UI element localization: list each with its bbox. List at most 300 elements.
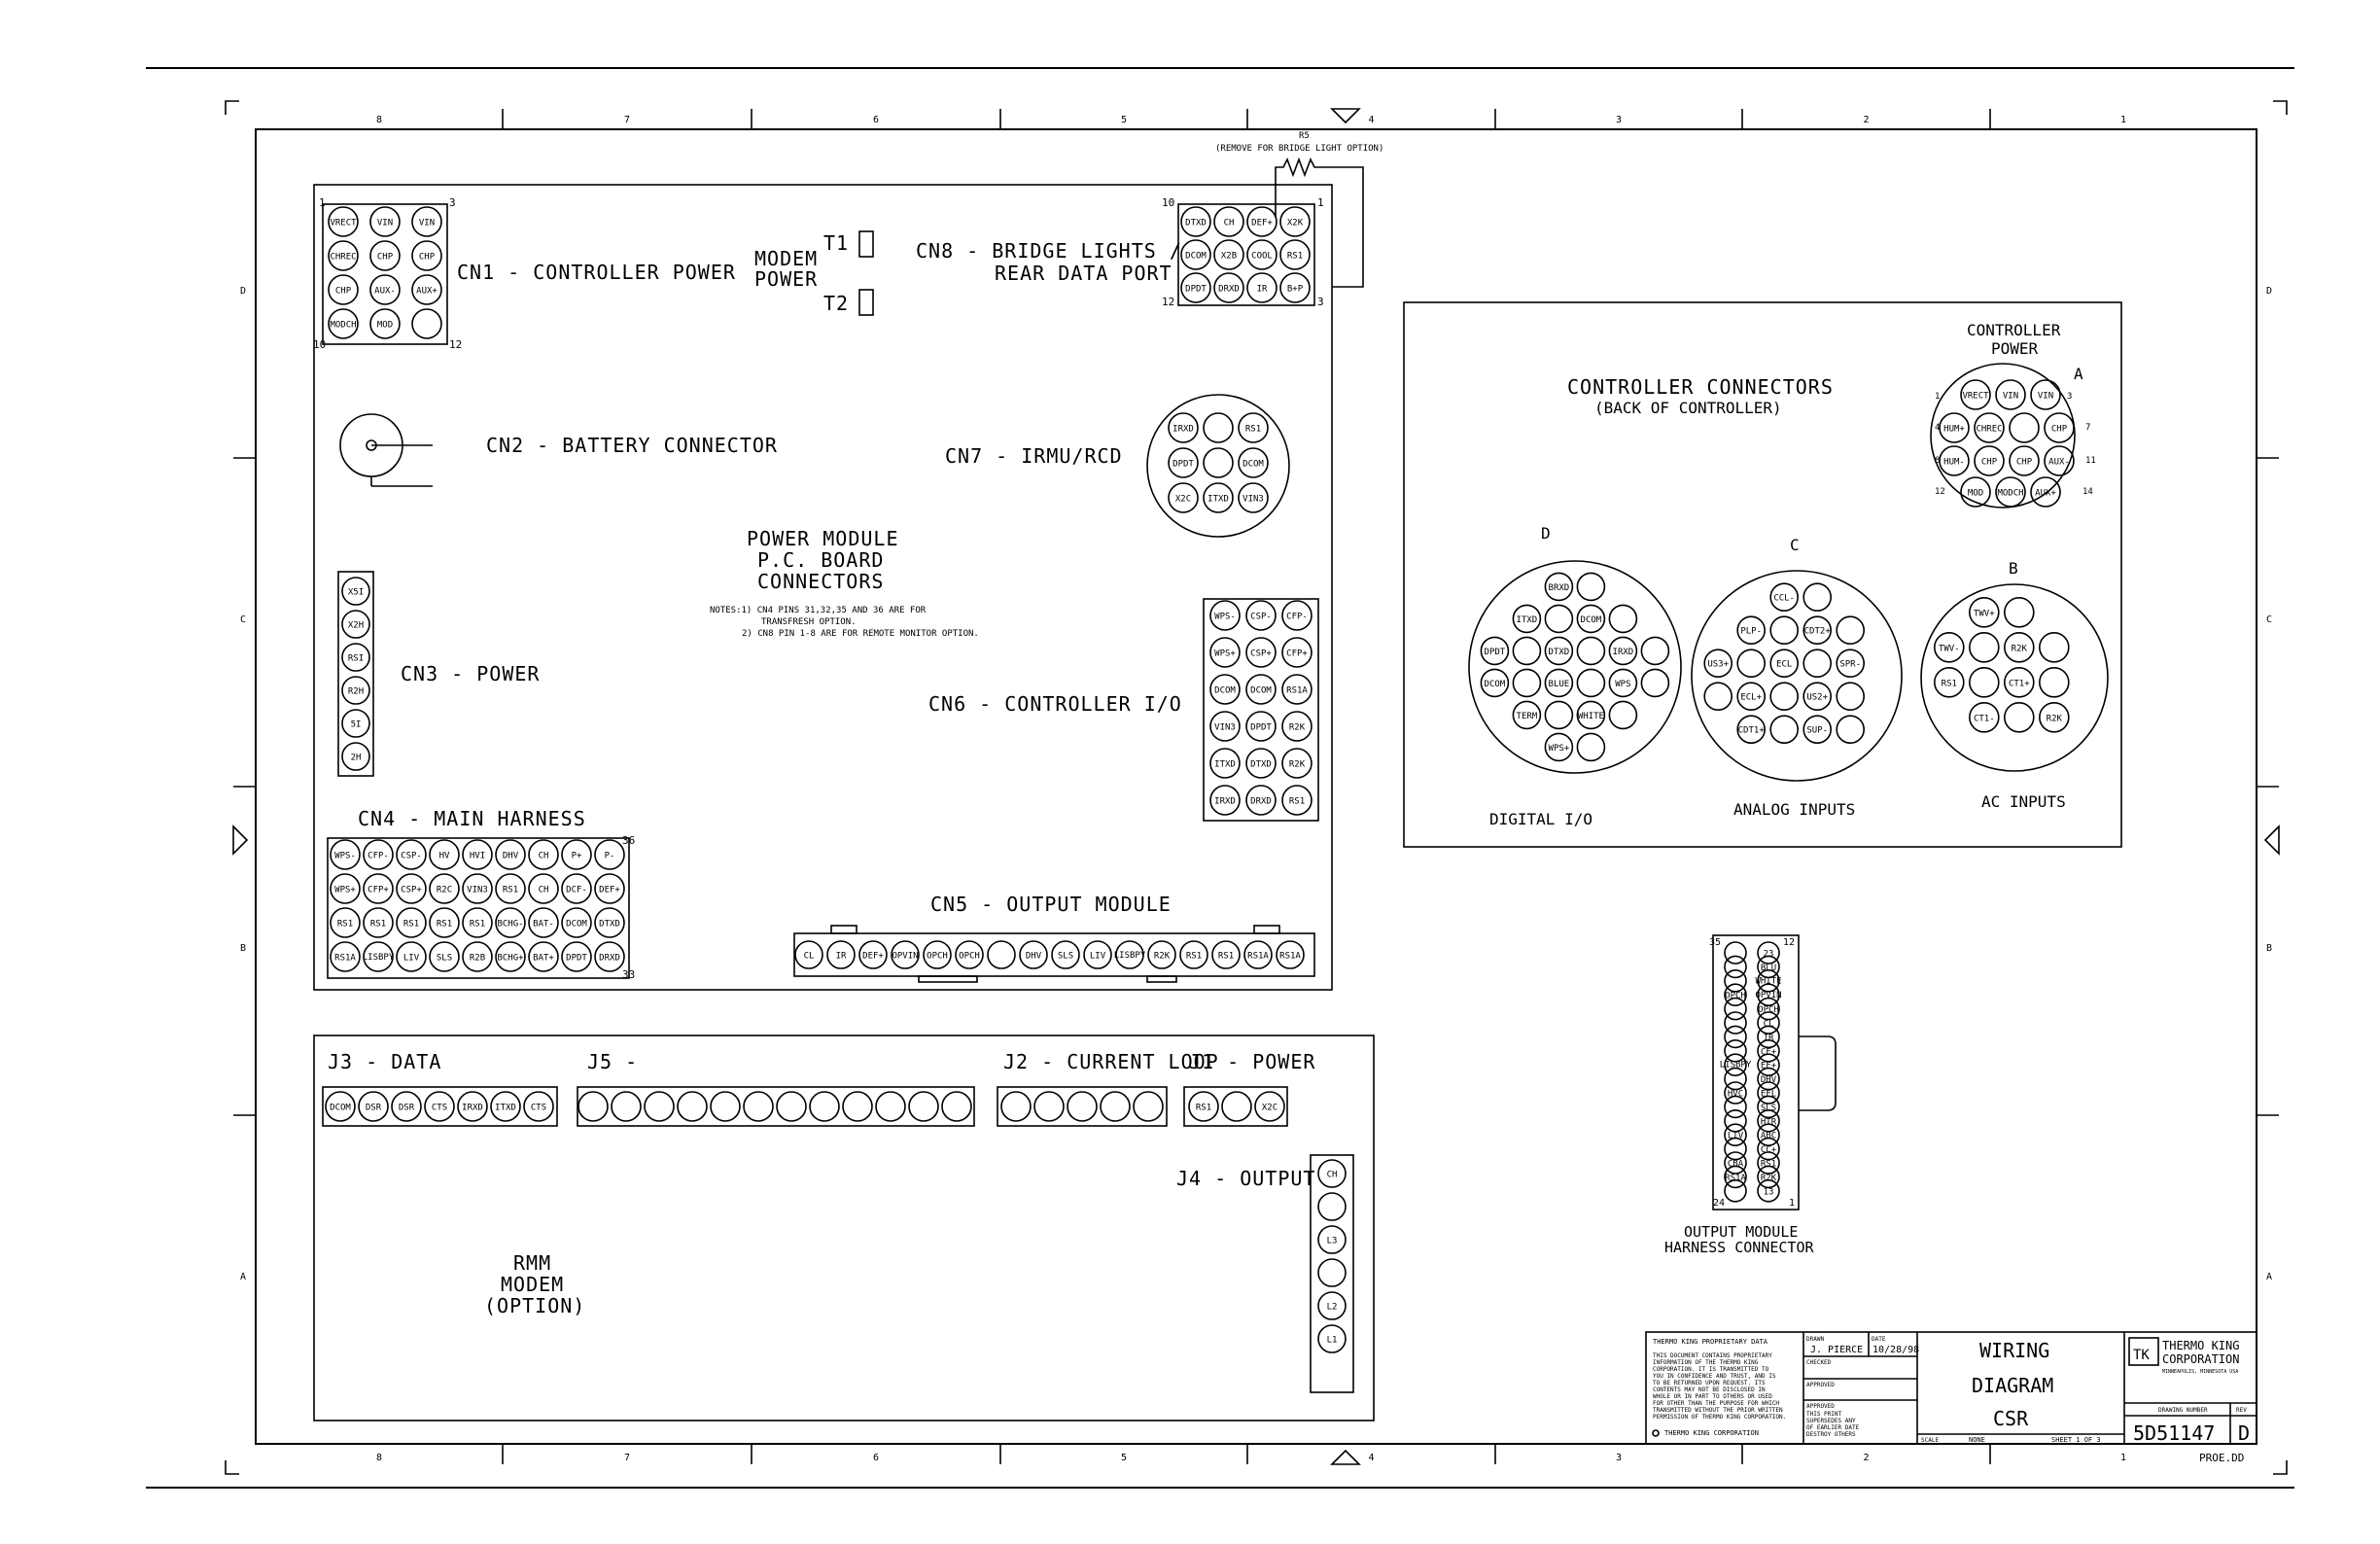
cn6-pin-0-1-label: CSP- — [1250, 612, 1272, 622]
cn7-pin-0-1-circle — [1204, 413, 1233, 442]
j3-label: J3 - DATA — [328, 1050, 442, 1073]
cn4-pin-0-2 — [397, 840, 426, 869]
a-num-3: 7 — [2085, 423, 2091, 433]
a-pin-1-2 — [2010, 413, 2039, 442]
a-pin-1-0 — [1940, 413, 1969, 442]
cn1-pin-0-2-label: VIN — [418, 218, 436, 228]
cn2-label: CN2 - BATTERY CONNECTOR — [486, 434, 778, 457]
cn8-corner-12: 12 — [1162, 296, 1175, 308]
pm-title-line2: P.C. BOARD — [757, 548, 885, 572]
j2-pin-1 — [1034, 1092, 1064, 1121]
cn4-pin-3-7-label: DPDT — [566, 953, 587, 964]
cn8-label-line1: CN8 - BRIDGE LIGHTS / — [916, 239, 1182, 263]
cn5-pin-12-label: RS1 — [1185, 951, 1203, 962]
cn7-pin-1-2 — [1239, 448, 1268, 477]
b-pin-8-label: CT1+ — [2008, 679, 2030, 689]
om-pin-0-1-label: 23 — [1763, 949, 1774, 960]
cn6-pin-2-2-label: RS1A — [1286, 685, 1308, 696]
j4-pin-0-label: CH — [1326, 1170, 1338, 1180]
cn4-pin-2-1 — [364, 908, 393, 937]
om-pin-2-1-label: WHITE — [1755, 976, 1782, 987]
j4-pin-5-label: L1 — [1326, 1335, 1338, 1346]
cn4-pin-3-1-label: LISBPY — [362, 953, 395, 964]
pm-title-line1: POWER MODULE — [747, 527, 899, 550]
d-pin-17 — [1641, 669, 1668, 696]
cn6-pin-2-1 — [1246, 675, 1276, 704]
cn4-pin-0-5 — [496, 840, 525, 869]
j3-pin-5 — [491, 1092, 520, 1121]
b-pin-3 — [1970, 633, 1999, 662]
cn8-pin-1-3-label: RS1 — [1286, 251, 1304, 262]
cn1-pin-3-1-label: MOD — [376, 320, 394, 331]
j5-connector — [578, 1050, 974, 1126]
om-caption-line2: HARNESS CONNECTOR — [1664, 1239, 1814, 1256]
a-pin-0-0-label: VRECT — [1962, 391, 1989, 402]
cn6-pin-5-1-label: DRXD — [1250, 796, 1272, 807]
zone-right-3: A — [2265, 1272, 2273, 1282]
cn4-pin-1-0-label: WPS+ — [334, 885, 356, 895]
cn5-pin-2 — [859, 941, 887, 968]
j2-label: J2 - CURRENT LOOP — [1003, 1050, 1219, 1073]
cn4-pin-3-0-label: RS1A — [334, 953, 356, 964]
cn5-pin-0 — [795, 941, 822, 968]
a-pin-0-1-label: VIN — [2002, 391, 2019, 402]
cn3-pin-3-label: R2H — [347, 686, 365, 697]
om-pin-3-0-label: OPCH — [1725, 991, 1746, 1001]
cn1-pin-1-2-label: CHP — [418, 252, 436, 263]
cn8-pin-0-0-label: DTXD — [1185, 218, 1207, 228]
c-pin-13 — [1770, 683, 1798, 710]
om-pin-16-1-label: R2K — [1760, 1173, 1777, 1183]
cn5-pin-4-label: OPCH — [927, 951, 948, 962]
om-pin-1-1-label: BLU — [1760, 963, 1777, 973]
cn4-corner-33: 33 — [622, 968, 636, 981]
c-pin-8-label: ECL — [1776, 659, 1793, 670]
j1-pin-0 — [1189, 1092, 1218, 1121]
cn4-pin-0-1-label: CFP- — [368, 851, 389, 861]
cn3-pin-3 — [342, 677, 369, 704]
zone-right-1: C — [2265, 614, 2273, 625]
cn1-pin-2-0-label: CHP — [334, 286, 352, 297]
j4-pin-4-label: L2 — [1326, 1302, 1338, 1313]
j3-pin-1 — [359, 1092, 388, 1121]
b-pin-0 — [1970, 598, 1999, 627]
a-pin-2-3 — [2045, 446, 2074, 475]
om-pin-8-1-label: EF+ — [1760, 1061, 1777, 1071]
tb-legal-5: CONTENTS MAY NOT BE DISCLOSED IN — [1653, 1386, 1766, 1393]
d-pin-2-label: ITXD — [1516, 614, 1538, 625]
d-pin-4-label: DCOM — [1580, 614, 1602, 625]
d-pin-20 — [1577, 701, 1604, 728]
cn8-corner-1: 1 — [1317, 196, 1324, 209]
cn1-corner-10: 10 — [313, 338, 327, 351]
a-title-line1: CONTROLLER — [1967, 321, 2061, 339]
cn5-pin-8-label: SLS — [1057, 951, 1074, 962]
tb-date: 10/28/98 — [1872, 1345, 1920, 1355]
cn5-pin-5-label: OPCH — [959, 951, 980, 962]
cn5-pin-6 — [988, 941, 1015, 968]
cn4-pin-0-6-label: CH — [538, 851, 549, 861]
cn1-corner-3: 3 — [449, 196, 456, 209]
tb-legal-7: FOR OTHER THAN THE PURPOSE FOR WHICH — [1653, 1400, 1780, 1407]
cn3-pin-2-label: RSI — [347, 653, 365, 664]
rmm-modem — [484, 1251, 585, 1317]
digital-io-d — [1469, 524, 1681, 828]
cn4-pin-2-3-label: RS1 — [436, 919, 453, 930]
zone-left-2: B — [239, 943, 247, 954]
d-pin-2 — [1513, 605, 1540, 632]
b-pin-11 — [2005, 703, 2034, 732]
cn5-pin-1-label: IR — [835, 951, 847, 962]
cn6-pin-4-0-label: ITXD — [1214, 759, 1236, 770]
j4-pin-4 — [1318, 1292, 1346, 1319]
cn7-pin-0-2-label: RS1 — [1244, 424, 1262, 435]
cn6-pin-1-1-label: CSP+ — [1250, 649, 1272, 659]
cn4-pin-1-3 — [430, 874, 459, 903]
om-corner-24: 24 — [1713, 1198, 1726, 1209]
c-pin-17 — [1770, 716, 1798, 743]
j4-pin-2-label: L3 — [1326, 1236, 1338, 1246]
cn7-pin-1-1 — [1204, 448, 1233, 477]
cn4-pin-3-3 — [430, 942, 459, 971]
cn4-pin-2-0 — [331, 908, 360, 937]
a-pin-1-1-label: CHREC — [1976, 424, 2003, 435]
cn4-pin-0-4-label: HVI — [469, 851, 486, 861]
cn6-pin-4-0 — [1210, 749, 1240, 778]
j5-label: J5 - — [587, 1050, 639, 1073]
j4-pin-1-circle — [1318, 1193, 1346, 1220]
zone-bottom-5: 3 — [1615, 1453, 1623, 1463]
om-pin-6-1-label: IR — [1763, 1033, 1774, 1043]
controller-power-a — [1931, 321, 2096, 508]
cn4-pin-2-0-label: RS1 — [336, 919, 354, 930]
j2-pin-0 — [1001, 1092, 1031, 1121]
zone-top-4: 4 — [1368, 115, 1375, 125]
cn6-pin-1-1 — [1246, 638, 1276, 667]
cn7-pin-0-0 — [1169, 413, 1198, 442]
j5-pin-0 — [578, 1092, 608, 1121]
j2-pin-4 — [1134, 1092, 1163, 1121]
cn6-pin-5-1 — [1246, 786, 1276, 815]
cn6-pin-1-0 — [1210, 638, 1240, 667]
modem-power-line2: POWER — [754, 267, 819, 291]
c-pin-3 — [1770, 616, 1798, 644]
cn4-pin-1-6 — [529, 874, 558, 903]
d-pin-16 — [1609, 669, 1636, 696]
cn5-pin-4 — [924, 941, 951, 968]
cn5-pin-1 — [827, 941, 855, 968]
output-module-harness — [1664, 935, 1836, 1256]
j1-connector — [1184, 1050, 1315, 1126]
cn2-battery-connector — [340, 414, 778, 486]
zone-left-0: D — [239, 286, 247, 297]
d-pin-11 — [1641, 637, 1668, 664]
cn1-pin-2-1 — [370, 275, 400, 304]
cn5-pin-5 — [956, 941, 983, 968]
d-pin-15 — [1577, 669, 1604, 696]
cn7-pin-1-0-label: DPDT — [1172, 459, 1194, 470]
cn1-pin-1-1 — [370, 241, 400, 270]
rmm-line1: RMM — [513, 1251, 552, 1275]
cn4-pin-1-0 — [331, 874, 360, 903]
om-pin-17-1 — [1758, 1180, 1779, 1202]
cn1-pin-2-0 — [329, 275, 358, 304]
j3-connector — [323, 1050, 557, 1126]
b-pin-2 — [1935, 633, 1964, 662]
cn6-pin-5-2 — [1282, 786, 1312, 815]
cn5-pin-14-label: RS1A — [1247, 951, 1269, 962]
b-pin-6-label: RS1 — [1941, 679, 1957, 689]
analog-inputs-c — [1692, 536, 1902, 819]
cn5-pin-11 — [1148, 941, 1175, 968]
tb-print-note-0: THIS PRINT — [1806, 1411, 1842, 1418]
rmm-line3: (OPTION) — [484, 1294, 586, 1317]
tb-proprietary: THERMO KING PROPRIETARY DATA — [1653, 1338, 1768, 1346]
j4-label: J4 - OUTPUT — [1176, 1167, 1316, 1190]
d-pin-22 — [1545, 733, 1572, 760]
cn4-pin-2-4 — [463, 908, 492, 937]
rmm-panel — [314, 1035, 1374, 1421]
cn8-pin-0-1 — [1214, 207, 1243, 236]
cn7-pin-0-0-label: IRXD — [1172, 424, 1194, 435]
d-pin-21 — [1609, 701, 1636, 728]
cn1-pin-1-0-label: CHREC — [330, 252, 357, 263]
cn7-pin-1-1-circle — [1204, 448, 1233, 477]
cn4-pin-0-4 — [463, 840, 492, 869]
cn8-pin-2-0-label: DPDT — [1185, 284, 1207, 295]
om-corner-35: 35 — [1709, 937, 1722, 948]
d-pin-18-label: TERM — [1516, 711, 1538, 721]
tb-legal-0: THIS DOCUMENT CONTAINS PROPRIETARY — [1653, 1352, 1772, 1359]
d-pin-12 — [1481, 669, 1508, 696]
cn8-pin-1-1-label: X2B — [1220, 251, 1238, 262]
om-caption-line1: OUTPUT MODULE — [1684, 1223, 1799, 1241]
cn4-pin-3-5 — [496, 942, 525, 971]
cn6-pin-2-1-label: DCOM — [1250, 685, 1272, 696]
cn5-pin-12 — [1180, 941, 1208, 968]
j2-pin-3 — [1101, 1092, 1130, 1121]
cn5-pin-14 — [1244, 941, 1272, 968]
cn4-pin-3-5-label: BCHG+ — [497, 953, 524, 964]
cn8-pin-0-3-label: X2K — [1286, 218, 1304, 228]
j1-pin-0-label: RS1 — [1195, 1103, 1212, 1113]
tb-rev: D — [2238, 1421, 2251, 1445]
tb-date-label: DATE — [1872, 1336, 1886, 1343]
c-pin-14 — [1803, 683, 1831, 710]
zone-top-6: 2 — [1863, 115, 1870, 125]
c-pin-2-label: PLP- — [1740, 626, 1763, 637]
tb-legal-1: INFORMATION OF THE THERMO KING — [1653, 1359, 1759, 1366]
om-pin-17-1-label: 13 — [1763, 1187, 1774, 1198]
cn6-pin-5-2-label: RS1 — [1288, 796, 1306, 807]
zone-left-1: C — [239, 614, 247, 625]
c-pin-15 — [1837, 683, 1864, 710]
c-pin-16 — [1737, 716, 1765, 743]
d-pin-14 — [1545, 669, 1572, 696]
j1-label: J1 - POWER — [1189, 1050, 1316, 1073]
cn5-label: CN5 - OUTPUT MODULE — [930, 893, 1172, 916]
rmm-line2: MODEM — [501, 1273, 565, 1296]
cn4-pin-3-8-label: DRXD — [599, 953, 620, 964]
cc-title-line2: (BACK OF CONTROLLER) — [1594, 399, 1782, 417]
cn4-pin-0-8 — [595, 840, 624, 869]
cn4-connector — [328, 807, 635, 981]
cn6-pin-3-0-label: VIN3 — [1214, 722, 1236, 733]
cn5-pin-13 — [1212, 941, 1240, 968]
cn4-pin-1-8 — [595, 874, 624, 903]
j3-pin-2-label: DSR — [398, 1103, 415, 1113]
a-pin-0-2 — [2031, 380, 2060, 409]
cn6-pin-2-2 — [1282, 675, 1312, 704]
cn4-pin-2-6 — [529, 908, 558, 937]
cn6-pin-5-0-label: IRXD — [1214, 796, 1236, 807]
om-pin-5-1-label: CL — [1763, 1019, 1774, 1030]
c-pin-14-label: US2+ — [1806, 692, 1829, 703]
om-pin-13-1-label: ABC — [1760, 1131, 1777, 1141]
j5-pin-4 — [711, 1092, 740, 1121]
j5-pin-10 — [909, 1092, 938, 1121]
a-pin-2-1-label: CHP — [1980, 457, 1998, 468]
zone-top-7: 1 — [2119, 115, 2127, 125]
cn4-pin-0-1 — [364, 840, 393, 869]
tb-title-line2: DIAGRAM — [1972, 1374, 2054, 1397]
a-pin-3-1 — [1996, 477, 2025, 507]
cn6-connector — [928, 599, 1318, 821]
cn8-pin-2-0 — [1181, 273, 1210, 302]
om-pin-17-0 — [1725, 1180, 1746, 1202]
j4-connector — [1176, 1155, 1353, 1392]
j5-pin-3 — [678, 1092, 707, 1121]
j5-pin-11 — [942, 1092, 971, 1121]
cn3-pin-5 — [342, 743, 369, 770]
cn1-pin-2-2-label: AUX+ — [416, 286, 438, 297]
cn6-pin-1-2 — [1282, 638, 1312, 667]
d-pin-3 — [1545, 605, 1572, 632]
cn1-pin-1-1-label: CHP — [376, 252, 394, 263]
cn8-pin-1-0 — [1181, 240, 1210, 269]
c-pin-7 — [1737, 649, 1765, 677]
cn7-pin-2-2 — [1239, 483, 1268, 512]
cn6-pin-3-2 — [1282, 712, 1312, 741]
b-letter: B — [2009, 559, 2018, 578]
om-pin-8-0-label: LISBPY — [1719, 1060, 1752, 1070]
cn1-pin-3-1 — [370, 309, 400, 338]
cn4-pin-1-7-label: DCF- — [566, 885, 587, 895]
cn4-pin-3-4 — [463, 942, 492, 971]
tb-scale-label: SCALE — [1921, 1437, 1940, 1444]
d-pin-16-label: WPS — [1615, 679, 1631, 689]
tb-drawing-number-label: DRAWING NUMBER — [2158, 1407, 2208, 1414]
j5-pin-1 — [612, 1092, 641, 1121]
cn4-pin-0-3 — [430, 840, 459, 869]
b-pin-1 — [2005, 598, 2034, 627]
j5-pin-6 — [777, 1092, 806, 1121]
cn7-pin-2-0 — [1169, 483, 1198, 512]
cn5-pin-10-label: LISBPY — [1113, 950, 1146, 961]
j3-pin-6-label: CTS — [530, 1103, 547, 1113]
cn4-label: CN4 - MAIN HARNESS — [358, 807, 586, 830]
cn6-pin-2-0-label: DCOM — [1214, 685, 1236, 696]
c-pin-19 — [1837, 716, 1864, 743]
zone-left-3: A — [239, 1272, 247, 1282]
cn6-pin-4-1 — [1246, 749, 1276, 778]
j4-pin-0 — [1318, 1160, 1346, 1187]
cn4-pin-0-6 — [529, 840, 558, 869]
j4-pin-1 — [1318, 1193, 1346, 1220]
c-pin-8 — [1770, 649, 1798, 677]
cn5-pin-15-label: RS1A — [1279, 951, 1301, 962]
om-corner-12: 12 — [1783, 937, 1796, 948]
ac-inputs-b — [1921, 559, 2108, 811]
zone-top-5: 3 — [1615, 115, 1623, 125]
cn4-pin-0-0 — [331, 840, 360, 869]
om-pin-4-1-label: OPCH — [1758, 1005, 1779, 1016]
j5-pin-9 — [876, 1092, 905, 1121]
j5-pin-8 — [843, 1092, 872, 1121]
tb-file-name: PROE.DD — [2199, 1452, 2245, 1464]
zone-bottom-2: 6 — [872, 1453, 880, 1463]
b-pin-0-label: TWV+ — [1973, 609, 1995, 619]
cn6-pin-0-2-label: CFP- — [1286, 612, 1308, 622]
cn4-pin-2-5-label: BCHG- — [497, 919, 524, 930]
d-caption: DIGITAL I/O — [1489, 810, 1592, 828]
tb-approved-label: APPROVED — [1806, 1382, 1835, 1388]
tb-legal-2: CORPORATION. IT IS TRANSMITTED TO — [1653, 1366, 1769, 1373]
cn8-pin-0-0 — [1181, 207, 1210, 236]
c-pin-4-label: CDT2+ — [1803, 626, 1831, 637]
a-letter: A — [2074, 365, 2083, 383]
om-pin-11-1-label: SLS — [1760, 1103, 1777, 1113]
cn1-pin-3-2 — [412, 309, 441, 338]
cn4-pin-3-1 — [363, 942, 395, 971]
cn4-pin-0-7 — [562, 840, 591, 869]
cn4-pin-2-8-label: DTXD — [599, 919, 620, 930]
cn7-pin-2-1-label: ITXD — [1208, 494, 1229, 505]
c-letter: C — [1790, 536, 1800, 554]
cn4-pin-2-7-label: DCOM — [566, 919, 587, 930]
d-pin-10-label: IRXD — [1612, 647, 1634, 657]
resistor-note: (REMOVE FOR BRIDGE LIGHT OPTION) — [1215, 144, 1384, 154]
tk-logo-mark: TK — [2133, 1348, 2150, 1363]
d-pin-0-label: BRXD — [1548, 582, 1570, 593]
d-pin-1 — [1577, 573, 1604, 600]
cn4-pin-3-7 — [562, 942, 591, 971]
cn8-pin-2-3-label: B+P — [1286, 284, 1304, 295]
cn4-pin-1-4 — [463, 874, 492, 903]
d-pin-23 — [1577, 733, 1604, 760]
cn4-pin-3-3-label: SLS — [436, 953, 453, 964]
tb-title-line1: WIRING — [1979, 1339, 2050, 1362]
cn3-pin-5-label: 2H — [350, 753, 362, 763]
cn4-pin-3-2 — [397, 942, 426, 971]
tb-drawn-label: DRAWN — [1806, 1336, 1825, 1343]
j3-pin-5-label: ITXD — [495, 1103, 516, 1113]
j3-pin-3-label: CTS — [431, 1103, 448, 1113]
cn6-pin-5-0 — [1210, 786, 1240, 815]
cn7-pin-2-2-label: VIN3 — [1242, 494, 1264, 505]
cn1-pin-0-0-label: VRECT — [330, 218, 357, 228]
cn4-pin-1-4-label: VIN3 — [467, 885, 488, 895]
om-corner-1: 1 — [1789, 1198, 1796, 1209]
cn4-pin-3-6 — [529, 942, 558, 971]
cn4-pin-1-8-label: DEF+ — [599, 885, 620, 895]
cn1-connector — [313, 196, 736, 351]
c-pin-4 — [1803, 616, 1831, 644]
c-pin-10 — [1837, 649, 1864, 677]
resistor-label: R5 — [1299, 131, 1310, 141]
c-pin-0-label: CCL- — [1773, 593, 1796, 604]
tb-company-address: MINNEAPOLIS, MINNESOTA USA — [2162, 1369, 2239, 1375]
